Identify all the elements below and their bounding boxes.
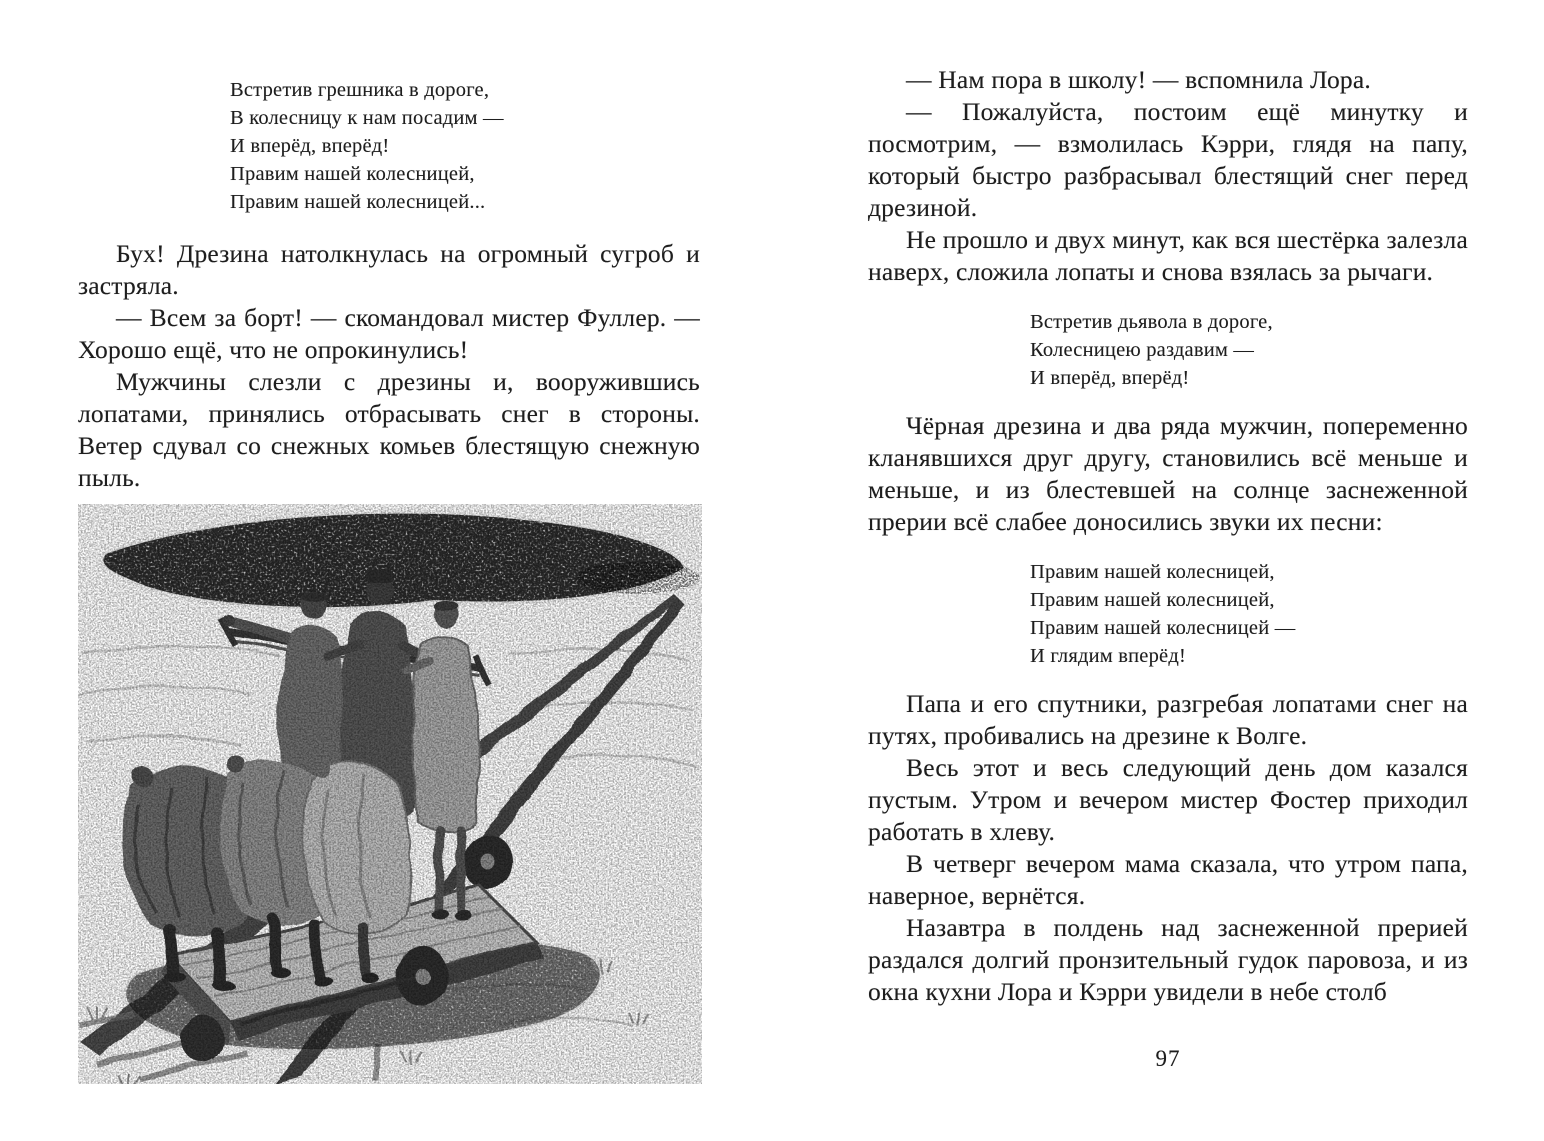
paragraph: — Всем за борт! — скомандовал мистер Фуллер. — Хорошо ещё, что не опрокинулись! — [78, 303, 700, 364]
paragraph: Назавтра в полдень над заснеженной прерией раздался долгий пронзительный гудок паровоза, и из окна кухни Лора и Кэрри увидели в небе столб — [868, 913, 1468, 1006]
left-page-body — [78, 238, 700, 494]
page-number: 97 — [1155, 1046, 1181, 1071]
verse-block-chariot-refrain — [1030, 558, 1468, 670]
verse-line: Правим нашей колесницей... — [230, 191, 486, 213]
right-page — [868, 64, 1468, 1072]
verse-line: Правим нашей колесницей — — [1030, 617, 1296, 639]
left-page — [78, 68, 700, 1084]
verse-line: И вперёд, вперёд! — [230, 135, 390, 157]
right-page-body-mid — [868, 410, 1468, 538]
handcar-illustration — [78, 504, 702, 1084]
paragraph: Папа и его спутники, разгребая лопатами снег на путях, пробивались на дрезине к Волге. — [868, 689, 1468, 750]
verse-line: Правим нашей колесницей, — [1030, 561, 1275, 583]
paragraph: Весь этот и весь следующий день дом казался пустым. Утром и вечером мистер Фостер приходил работать в хлеву. — [868, 753, 1468, 846]
handcar-illustration-svg — [78, 504, 702, 1084]
paragraph: Мужчины слезли с дрезины и, вооружившись лопатами, принялись отбрасывать снег в стороны. Ветер сдувал со снежных комьев блестящую снежную пыль. — [78, 367, 700, 492]
verse-line: В колесницу к нам посадим — — [230, 107, 504, 129]
verse-block-devil-song — [1030, 308, 1468, 392]
paragraph: Чёрная дрезина и два ряда мужчин, попеременно кланявшихся друг другу, становились всё меньше и меньше, и из блестевшей на солнце заснеженной прерии всё слабее доносились звуки их песни: — [868, 411, 1468, 536]
verse-line: Встретив грешника в дороге, — [230, 79, 490, 101]
paragraph: В четверг вечером мама сказала, что утром папа, наверное, вернётся. — [868, 849, 1468, 910]
right-page-body-bottom — [868, 688, 1468, 1008]
right-page-body-top — [868, 64, 1468, 288]
verse-line: Встретив дьявола в дороге, — [1030, 311, 1273, 333]
verse-line: Правим нашей колесницей, — [1030, 589, 1275, 611]
verse-block-chariot-song — [230, 76, 700, 216]
paragraph: Не прошло и двух минут, как вся шестёрка залезла наверх, сложила лопаты и снова взялась за рычаги. — [868, 225, 1468, 286]
paper-grain — [78, 504, 702, 1084]
paragraph: — Нам пора в школу! — вспомнила Лора. — [906, 65, 1371, 94]
verse-line: Правим нашей колесницей, — [230, 163, 475, 185]
verse-line: И вперёд, вперёд! — [1030, 367, 1190, 389]
paragraph: — Пожалуйста, постоим ещё минутку и посмотрим, — взмолилась Кэрри, глядя на папу, который быстро разбрасывал блестящий снег перед дрезиной. — [868, 97, 1468, 222]
verse-line: Колесницею раздавим — — [1030, 339, 1255, 361]
paragraph: Бух! Дрезина натолкнулась на огромный сугроб и застряла. — [78, 239, 700, 300]
verse-line: И глядим вперёд! — [1030, 645, 1187, 667]
